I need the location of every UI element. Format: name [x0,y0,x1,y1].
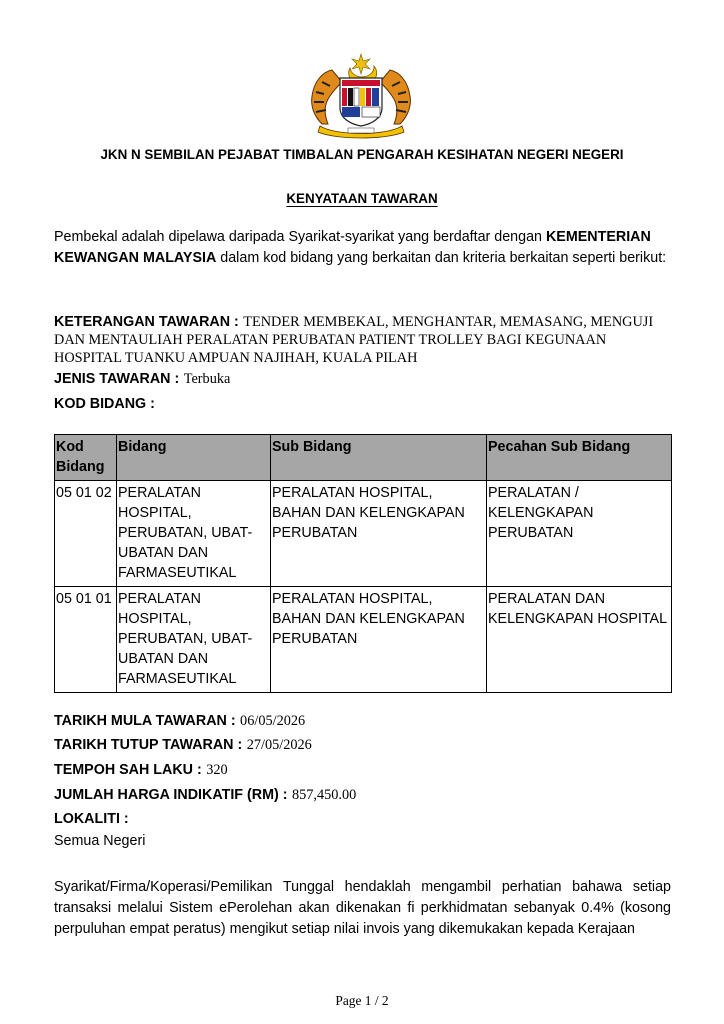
keterangan-tawaran [54,313,674,367]
header-sub-bidang: Sub Bidang [271,435,487,481]
malaysia-coat-of-arms-icon [302,52,420,140]
table-row [55,481,672,587]
document-title: KENYATAAN TAWARAN [286,191,438,206]
organization-title: JKN N SEMBILAN PEJABAT TIMBALAN PENGARAH KESIHATAN NEGERI NEGERI [100,147,624,162]
table-header-row [55,435,672,481]
tempoh-value: 320 [206,762,228,778]
header-bidang: Bidang [117,435,271,481]
jenis-tawaran [54,370,674,388]
page-number: Page 1 / 2 [335,993,389,1008]
jenis-label: JENIS TAWARAN : [54,371,180,387]
jumlah-harga [54,786,674,804]
intro-ministry-name: KEMENTERIAN KEWANGAN MALAYSIA [54,229,651,266]
cell-sub-bidang: PERALATAN HOSPITAL, BAHAN DAN KELENGKAPAN PERUBATAN [271,481,487,587]
tarikh-mula-label: TARIKH MULA TAWARAN : [54,713,236,729]
cell-bidang: PERALATAN HOSPITAL, PERUBATAN, UBAT-UBATAN DAN FARMASEUTIKAL [117,481,271,587]
tarikh-mula-value: 06/05/2026 [240,713,306,729]
header-pecahan-sub-bidang: Pecahan Sub Bidang [487,435,672,481]
lokaliti-label: LOKALITI : [54,811,129,827]
cell-pecahan: PERALATAN DAN KELENGKAPAN HOSPITAL [487,587,672,693]
cell-kod: 05 01 02 [55,481,117,587]
cell-bidang: PERALATAN HOSPITAL, PERUBATAN, UBAT-UBATAN DAN FARMASEUTIKAL [117,587,271,693]
fee-notice-paragraph: Syarikat/Firma/Koperasi/Pemilikan Tunggal hendaklah mengambil perhatian bahawa setiap transaksi melalui Sistem ePerolehan akan dikenakan fi perkhidmatan sebanyak 0.4% (kosong perpuluhan empat peratus) mengikut setiap nilai invois yang dikemukakan kepada Kerajaan [54,879,671,937]
tarikh-tutup-value: 27/05/2026 [246,737,312,753]
tempoh-label: TEMPOH SAH LAKU : [54,762,202,778]
tarikh-tutup [54,736,674,754]
table-row [55,587,672,693]
cell-sub-bidang: PERALATAN HOSPITAL, BAHAN DAN KELENGKAPAN PERUBATAN [271,587,487,693]
tarikh-mula [54,712,674,730]
lokaliti-value: Semua Negeri [54,833,146,849]
header-kod-bidang: Kod Bidang [55,435,117,481]
cell-pecahan: PERALATAN / KELENGKAPAN PERUBATAN [487,481,672,587]
harga-label: JUMLAH HARGA INDIKATIF (RM) : [54,787,288,803]
kod-bidang-label: KOD BIDANG : [54,396,155,412]
intro-paragraph: Pembekal adalah dipelawa daripada Syarikat-syarikat yang berdaftar dengan KEMENTERIAN KEWANGAN MALAYSIA dalam kod bidang yang berkaitan dan kriteria berkaitan seperti berikut: [54,229,667,266]
keterangan-label: KETERANGAN TAWARAN : [54,314,239,330]
tempoh-sah-laku [54,761,674,779]
keterangan-value: TENDER MEMBEKAL, MENGHANTAR, MEMASANG, MENGUJI DAN MENTAULIAH PERALATAN PERUBATAN PATIENT TROLLEY BAGI KEGUNAAN HOSPITAL TUANKU AMPUAN NAJIHAH, KUALA PILAH [54,314,654,366]
harga-value: 857,450.00 [291,787,357,803]
tarikh-tutup-label: TARIKH TUTUP TAWARAN : [54,737,243,753]
cell-kod: 05 01 01 [55,587,117,693]
jenis-value: Terbuka [183,371,231,387]
kod-bidang-table [54,434,672,693]
